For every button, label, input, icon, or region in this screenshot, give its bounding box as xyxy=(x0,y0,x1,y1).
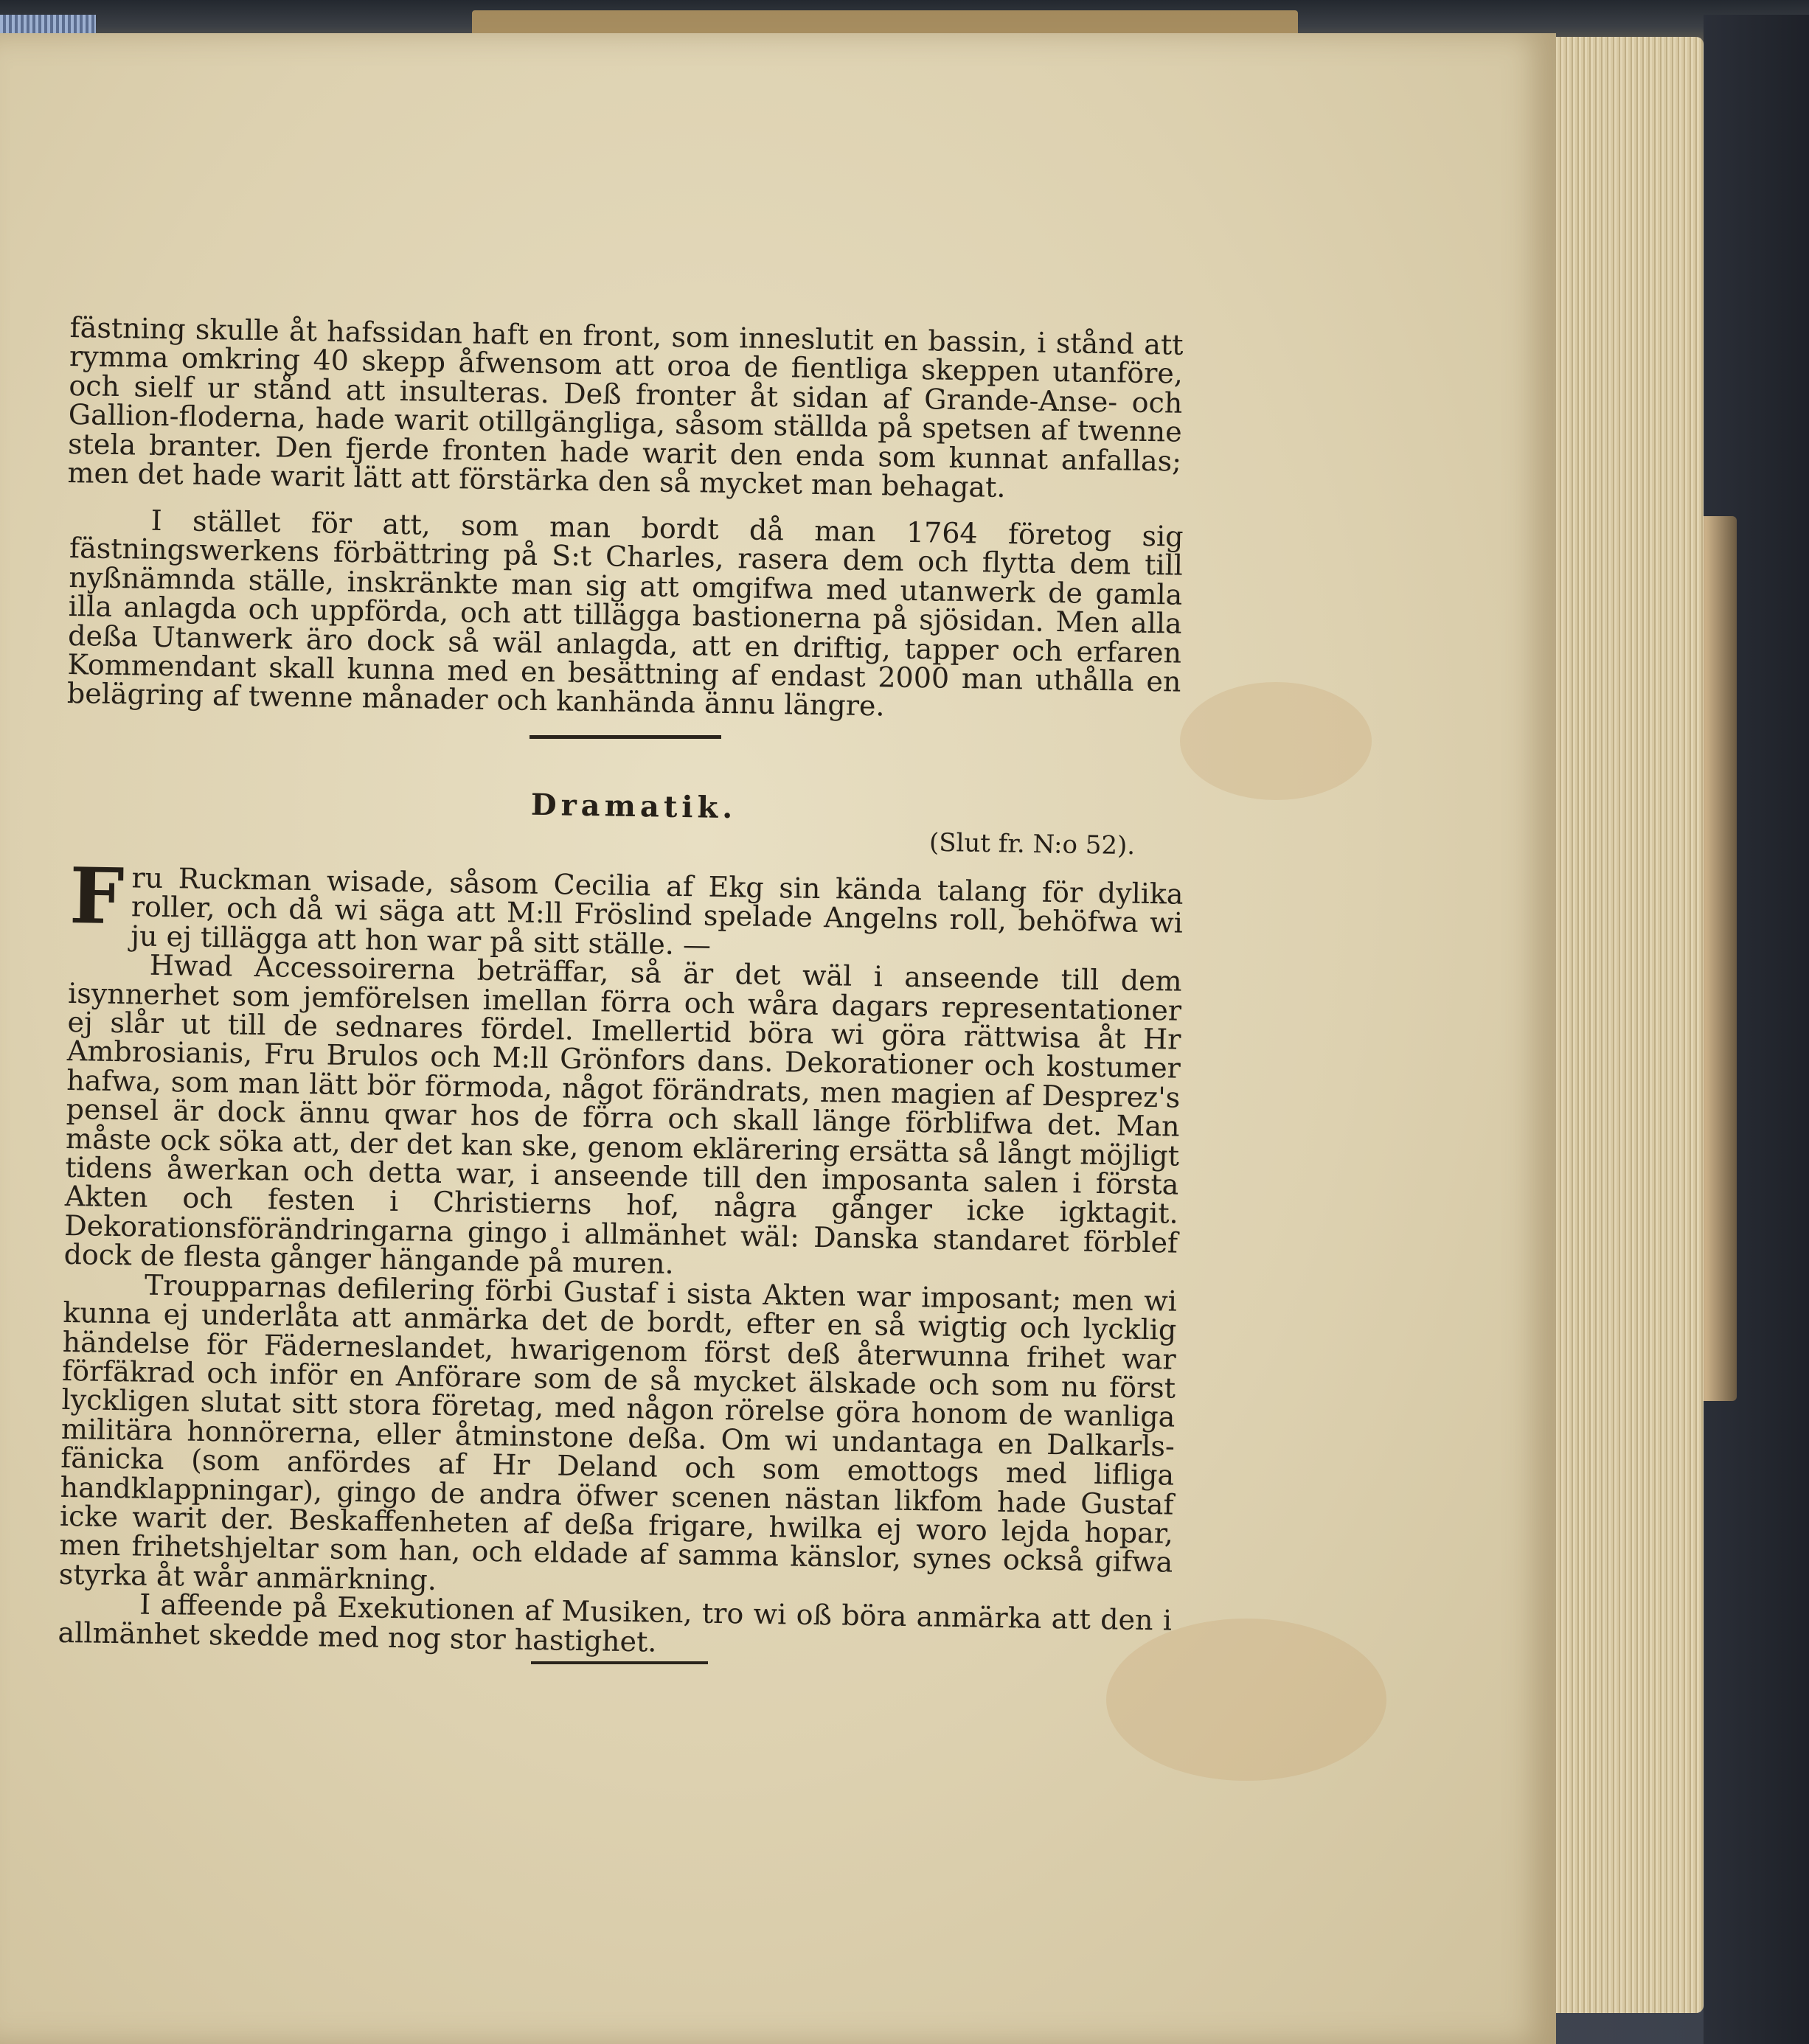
paragraph: Troupparnas defilering förbi Gustaf i sista Akten war imposant; men wi kunna ej underlåta att anmärka det de bordt, efter en så wigtig och lycklig händelse för Fäderneslandet, hwarigenom först deß återwunna frihet war förfäkrad och inför en Anförare som de så mycket älskade och som nu först lyckligen slutat sitt stora företag, med någon rörelse göra honom de wanliga militära honnörerna, eller åtminstone deßa. Om wi undantaga en Dalkarls-fänicka (som anfördes af Hr Deland och som emottogs med lifliga handklappningar), gingo de andra öfwer scenen nästan likfom hade Gustaf icke warit der. Beskaffenheten af deßa frigare, hwilka ej woro lejda hopar, men frihetshjeltar som han, och eldade af samma känslor, synes också gifwa styrka åt wår anmärkning. xyxy=(58,1268,1178,1596)
paragraph: fästning skulle åt hafssidan haft en front, som inneslutit en bassin, i stånd att rymma omkring 40 skepp åfwensom att oroa de fientliga skeppen utanföre, och sielf ur stånd att insulteras. Deß fronter åt sidan af Grande-Anse- och Gallion-floderna, hade warit otillgängliga, såsom ställda på spetsen af twenne stela branter. Den fjerde fronten hade warit den enda som kunnat anfallas; men det hade warit lätt att förstärka den så mycket man behagat. xyxy=(67,311,1184,504)
paragraph: Hwad Accessoirerna beträffar, så är det wäl i anseende till dem isynnerhet som jemförelsen imellan förra och wåra dagars representationer ej slår ut till de sednares fördel. Imellertid böra wi göra rättwisa åt Hr Ambrosianis, Fru Brulos och M:ll Grönfors dans. Dekorationer och kostumer hafwa, som man lätt bör förmoda, något förändrats, men magien af Desprez's pensel är dock ännu qwar hos de förra och skall länge förblifwa det. Man måste ock söka att, der det kan ske, genom eklärering ersätta så långt möjligt tidens åwerkan och detta war, i anseende till den imposanta salen i första Akten och festen i Christierns hof, några gånger icke igktagit. Dekorationsförändringarna gingo i allmänhet wäl: Danska standaret förblef dock de flesta gånger hängande på muren. xyxy=(63,948,1183,1281)
paper-stain xyxy=(1180,682,1372,800)
dramatik-body xyxy=(58,850,1184,1665)
paragraph: I stället för att, som man bordt då man 1764 företog sig fästningswerkens förbättring på S:t Charles, rasera dem och flytta dem till nyßnämnda ställe, inskränkte man sig att omgifwa med utanwerk de gamla illa anlagda och uppförda, och att tillägga bastionerna på sjösidan. Men alla deßa Utanwerk äro dock så wäl anlagda, att en driftig, tapper och erfaren Kommendant skall kunna med en besättning af endast 2000 man uthålla en belägring af twenne månader och kanhända ännu längre. xyxy=(66,504,1184,723)
article-text-second xyxy=(67,505,1184,726)
article-text-top xyxy=(67,313,1184,505)
paragraph: I affeende på Exekutionen af Musiken, tro wi oß böra anmärka att den i allmänhet skedde med nog stor hastighet. xyxy=(58,1588,1173,1658)
end-divider xyxy=(531,1661,708,1664)
paragraph-text: ru Ruckman wisade, såsom Cecilia af Ekg sin kända talang för dylika roller, och då wi säga att M:ll Fröslind spelade Angelns roll, behöfwa wi ju ej tillägga att hon war på sitt ställe. — xyxy=(130,861,1184,962)
continued-note: (Slut fr. N:o 52). xyxy=(928,827,1136,861)
book-page xyxy=(0,33,1556,2044)
drop-cap: F xyxy=(69,850,125,942)
section-divider xyxy=(529,735,721,739)
page-edges xyxy=(1534,37,1704,2013)
section-heading: Dramatik. xyxy=(530,787,737,826)
